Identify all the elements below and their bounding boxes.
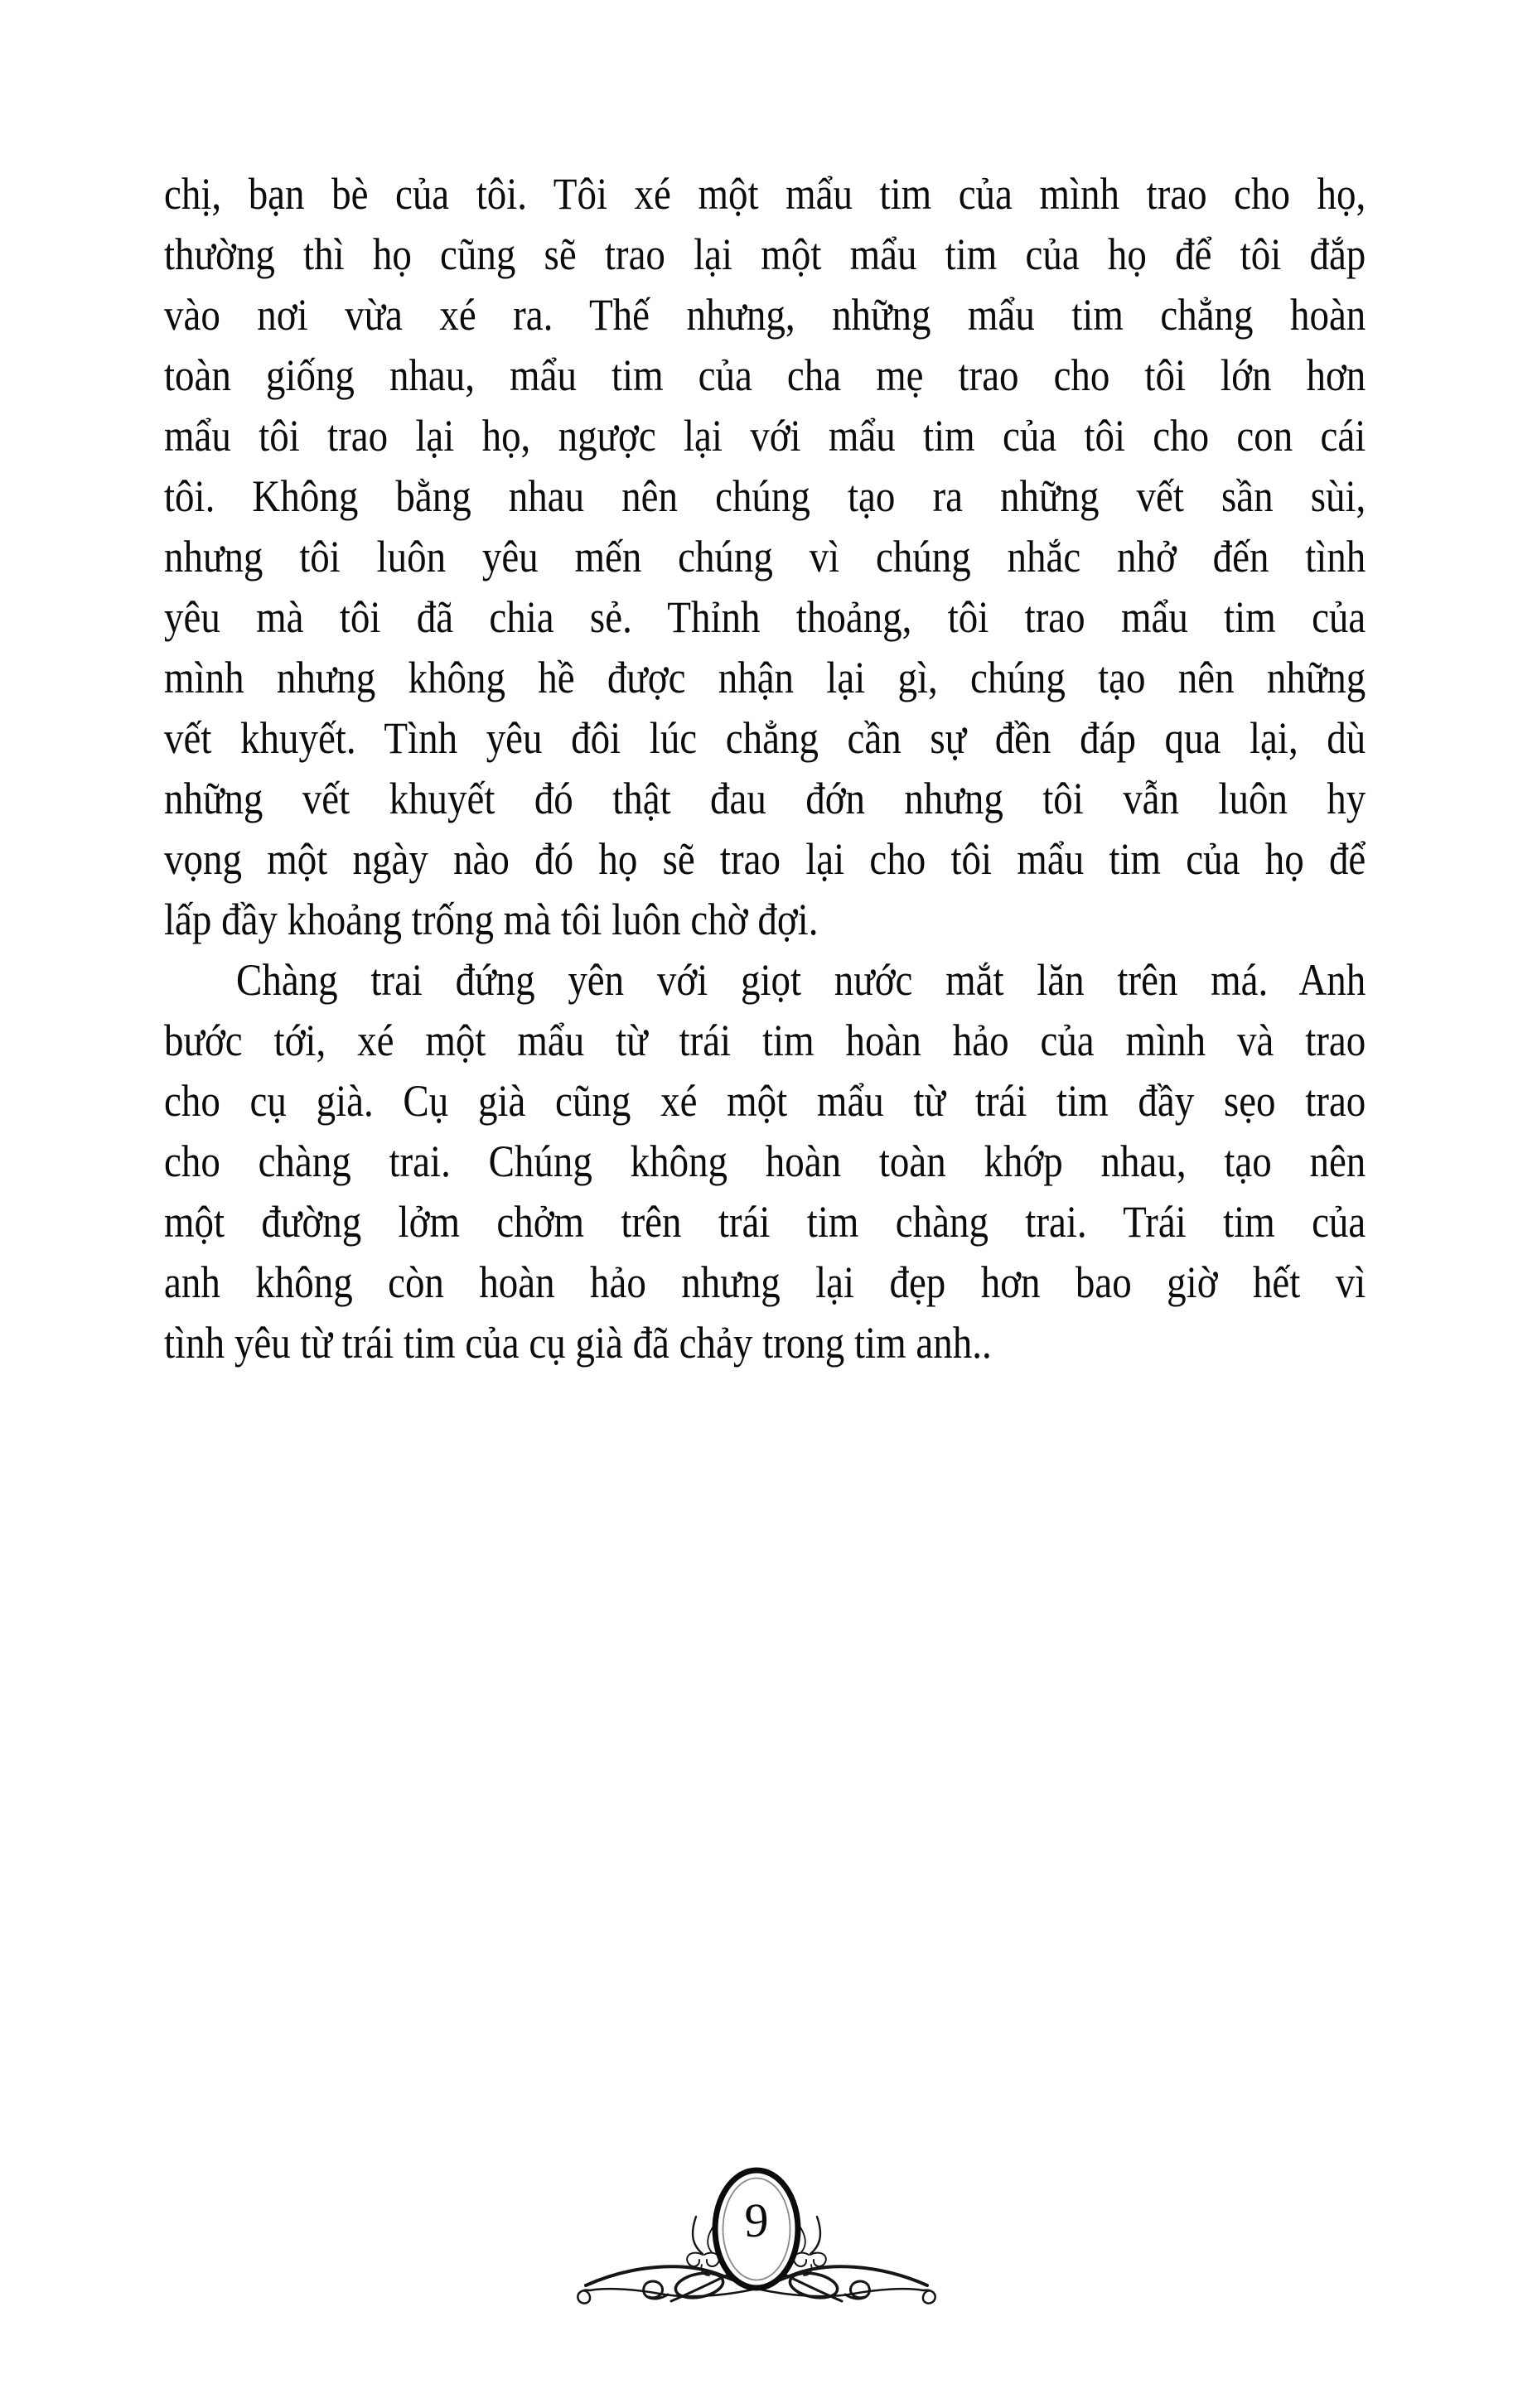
paragraph [164, 950, 1366, 1373]
text-line: vết khuyết. Tình yêu đôi lúc chẳng cần sự đền đáp qua lại, dù [164, 713, 1366, 763]
text-line: tình yêu từ trái tim của cụ già đã chảy trong tim anh.. [164, 1318, 992, 1368]
text-line: cho chàng trai. Chúng không hoàn toàn khớp nhau, tạo nên [164, 1136, 1366, 1186]
text-line: mẩu tôi trao lại họ, ngược lại với mẩu tim của tôi cho con cái [164, 411, 1366, 461]
text-line: lấp đầy khoảng trống mà tôi luôn chờ đợi. [164, 895, 819, 944]
text-line: vọng một ngày nào đó họ sẽ trao lại cho tôi mẩu tim của họ để [164, 834, 1366, 884]
text-line: nhưng tôi luôn yêu mến chúng vì chúng nhắc nhở đến tình [164, 532, 1366, 581]
text-line: mình nhưng không hề được nhận lại gì, chúng tạo nên những [164, 653, 1366, 702]
text-line: anh không còn hoàn hảo nhưng lại đẹp hơn bao giờ hết vì [164, 1257, 1366, 1307]
text-line: bước tới, xé một mẩu từ trái tim hoàn hảo của mình và trao [164, 1016, 1366, 1065]
text-column [164, 164, 1366, 1373]
page-number: 9 [744, 2193, 769, 2247]
text-line: cho cụ già. Cụ già cũng xé một mẩu từ trái tim đầy sẹo trao [164, 1076, 1366, 1126]
text-line: chị, bạn bè của tôi. Tôi xé một mẩu tim của mình trao cho họ, [164, 169, 1366, 219]
text-line: yêu mà tôi đã chia sẻ. Thỉnh thoảng, tôi trao mẩu tim của [164, 592, 1366, 642]
text-line: một đường lởm chởm trên trái tim chàng trai. Trái tim của [164, 1197, 1366, 1247]
text-line: thường thì họ cũng sẽ trao lại một mẩu tim của họ để tôi đắp [164, 229, 1366, 279]
text-line: những vết khuyết đó thật đau đớn nhưng tôi vẫn luôn hy [164, 774, 1366, 823]
text-line: vào nơi vừa xé ra. Thế nhưng, những mẩu tim chẳng hoàn [164, 290, 1366, 340]
text-line: toàn giống nhau, mẩu tim của cha mẹ trao cho tôi lớn hơn [164, 350, 1366, 400]
text-line: Chàng trai đứng yên với giọt nước mắt lăn trên má. Anh [236, 955, 1366, 1005]
paragraph [164, 164, 1366, 950]
text-line: tôi. Không bằng nhau nên chúng tạo ra những vết sần sùi, [164, 471, 1366, 521]
